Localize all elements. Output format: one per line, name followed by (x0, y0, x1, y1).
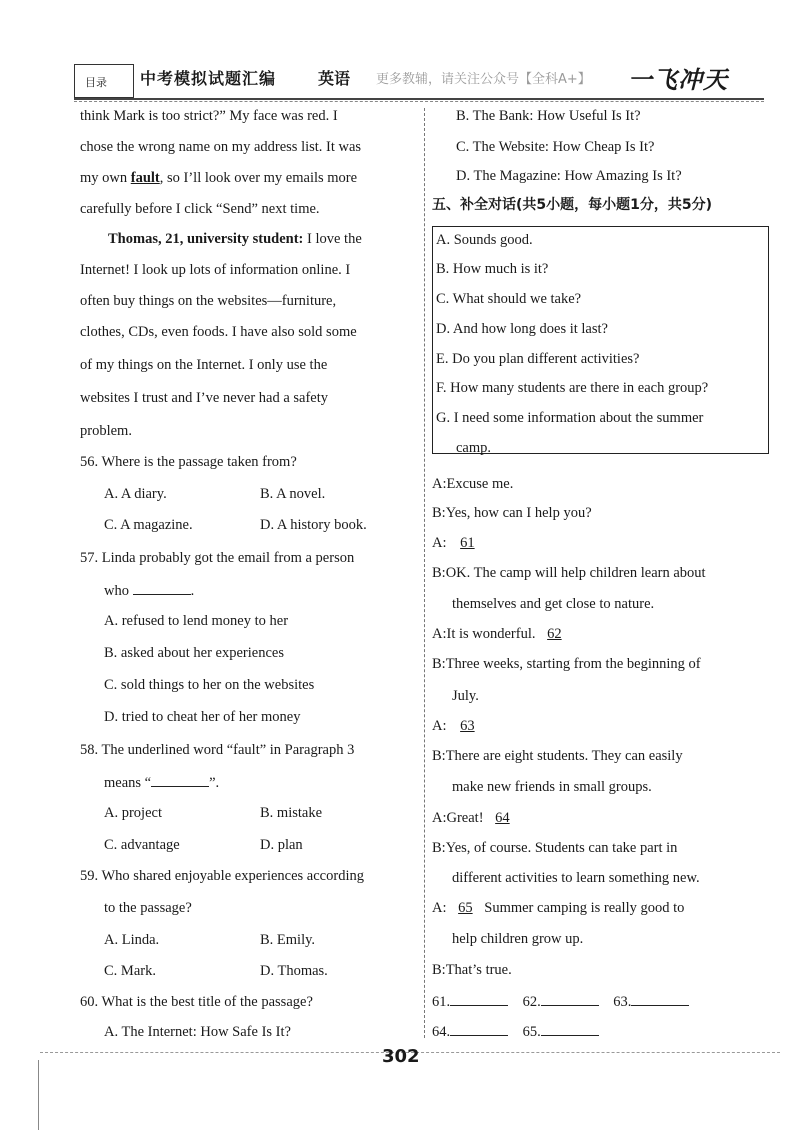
dialog-line (432, 898, 684, 918)
box-option: D. And how long does it last? (436, 321, 608, 337)
dialog-line: make new friends in small groups. (452, 779, 652, 795)
passage-line: problem. (80, 423, 132, 439)
passage-line: often buy things on the websites—furniture, (80, 293, 337, 309)
dialog-line: July. (452, 688, 479, 704)
option[interactable]: B. The Bank: How Useful Is It? (456, 108, 641, 124)
blank-61[interactable]: 61 (460, 535, 475, 551)
dialog-line (432, 624, 570, 644)
dialog-line: themselves and get close to nature. (452, 596, 655, 612)
answer-label: 64. (432, 1024, 451, 1040)
question-59: 59. Who shared enjoyable experiences according (80, 868, 364, 884)
answer-label: 62. (522, 994, 541, 1010)
option[interactable]: A. project (104, 805, 162, 821)
speaker: A: (432, 810, 447, 826)
question-56: 56. Where is the passage taken from? (80, 454, 297, 470)
answer-label: 65. (522, 1024, 541, 1040)
option[interactable]: C. The Website: How Cheap Is It? (456, 139, 655, 155)
box-option: G. I need some information about the summer (436, 410, 704, 426)
speaker: A: (432, 718, 447, 734)
dialog-text: It is wonderful. (446, 626, 536, 642)
option[interactable]: C. A magazine. (104, 517, 193, 533)
brand-logo: 一飞冲天 (628, 66, 728, 94)
dialog-text: Summer camping is really good to (484, 900, 685, 916)
blank-63[interactable]: 63 (460, 718, 475, 734)
option[interactable]: D. A history book. (260, 517, 367, 533)
question-57-cont (104, 580, 194, 601)
passage-text: my own (80, 170, 131, 186)
answer-blank (151, 772, 209, 787)
question-59-cont: to the passage? (104, 900, 192, 916)
dialog-line (432, 746, 683, 766)
answer-row (432, 991, 689, 1012)
answer-blank-65[interactable] (541, 1021, 599, 1036)
passage-line (108, 229, 362, 249)
box-option: E. Do you plan different activities? (436, 351, 640, 367)
dialog-text: Three weeks, starting from the beginning of (445, 656, 701, 672)
option[interactable]: A. A diary. (104, 486, 167, 502)
blank-65[interactable]: 65 (458, 900, 473, 916)
dialog-line (432, 808, 518, 828)
passage-line: carefully before I click “Send” next time. (80, 201, 320, 217)
passage-text: I love the (303, 231, 362, 247)
passage-line: of my things on the Internet. I only use the (80, 357, 328, 373)
option[interactable]: C. Mark. (104, 963, 156, 979)
answer-blank-64[interactable] (450, 1021, 508, 1036)
promo-text: 更多教辅，请关注公众号【全科A+】 (376, 72, 591, 87)
dialog-text: Excuse me. (446, 476, 514, 492)
speaker: B: (432, 748, 446, 764)
logo-box (74, 64, 134, 98)
dialog-text: Great! (446, 810, 484, 826)
passage-line: websites I trust and I’ve never had a safety (80, 390, 329, 406)
speaker: B: (432, 962, 446, 978)
dialog-line (432, 533, 485, 553)
box-option: B. How much is it? (436, 261, 549, 277)
header-rule (74, 98, 764, 100)
option[interactable]: B. Emily. (260, 932, 316, 948)
dialog-line (432, 503, 592, 523)
option[interactable]: D. plan (260, 837, 303, 853)
answer-label: 63. (613, 994, 632, 1010)
speaker: A: (432, 476, 447, 492)
answer-blank-61[interactable] (450, 991, 508, 1006)
option[interactable]: B. asked about her experiences (104, 645, 284, 661)
blank-64[interactable]: 64 (495, 810, 510, 826)
dialog-text: OK. The camp will help children learn about (445, 565, 706, 581)
question-58-cont (104, 772, 219, 793)
question-text: who (104, 583, 129, 599)
logo-text: 目录 (85, 76, 107, 89)
question-text: ”. (209, 775, 220, 791)
speaker: B: (432, 505, 446, 521)
speaker: B: (432, 565, 446, 581)
option[interactable]: B. mistake (260, 805, 323, 821)
box-option: A. Sounds good. (436, 232, 533, 248)
page-number: 302 (382, 1046, 420, 1067)
dialog-text: That’s true. (445, 962, 512, 978)
speaker: A: (432, 535, 447, 551)
answer-blank-62[interactable] (541, 991, 599, 1006)
passage-line: Internet! I look up lots of information online. I (80, 262, 351, 278)
speaker-thomas: Thomas, 21, university student: (108, 231, 304, 247)
blank-62[interactable]: 62 (547, 626, 562, 642)
subject-label: 英语 (318, 69, 351, 88)
speaker: A: (432, 626, 447, 642)
box-option: C. What should we take? (436, 291, 582, 307)
dialog-line (432, 654, 701, 674)
passage-line: clothes, CDs, even foods. I have also sold some (80, 324, 357, 340)
passage-line (80, 168, 357, 188)
passage-text: , so I’ll look over my emails more (159, 170, 358, 186)
question-60: 60. What is the best title of the passage? (80, 994, 313, 1010)
underlined-word-fault: fault (130, 170, 160, 186)
column-divider (424, 108, 425, 1038)
answer-blank (133, 580, 191, 595)
option[interactable]: A. The Internet: How Safe Is It? (104, 1024, 291, 1040)
dialog-line (432, 474, 513, 494)
passage-line: chose the wrong name on my address list. It was (80, 139, 362, 155)
option[interactable]: A. refused to lend money to her (104, 613, 289, 629)
option[interactable]: B. A novel. (260, 486, 326, 502)
option[interactable]: C. sold things to her on the websites (104, 677, 315, 693)
dialog-line: different activities to learn something new. (452, 870, 700, 886)
question-57: 57. Linda probably got the email from a person (80, 550, 355, 566)
option[interactable]: D. tried to cheat her of her money (104, 709, 301, 725)
margin-line (38, 1060, 39, 1130)
speaker: A: (432, 900, 447, 916)
answer-label: 61. (432, 994, 451, 1010)
speaker: B: (432, 840, 446, 856)
passage-line: think Mark is too strict?” My face was red. I (80, 108, 338, 124)
dialog-line (432, 838, 677, 858)
dialog-line (432, 960, 512, 980)
box-option: F. How many students are there in each group? (436, 380, 709, 396)
dialog-line (432, 716, 485, 736)
dialog-text: Yes, of course. Students can take part in (445, 840, 678, 856)
option[interactable]: A. Linda. (104, 932, 160, 948)
header-rule-dashed (74, 101, 764, 102)
dialog-text: There are eight students. They can easily (445, 748, 683, 764)
dialog-line: help children grow up. (452, 931, 584, 947)
question-58: 58. The underlined word “fault” in Paragraph 3 (80, 742, 355, 758)
option[interactable]: D. The Magazine: How Amazing Is It? (456, 168, 682, 184)
book-title: 中考模拟试题汇编 (140, 69, 277, 88)
question-text: means “ (104, 775, 152, 791)
option[interactable]: D. Thomas. (260, 963, 328, 979)
dialog-text: Yes, how can I help you? (445, 505, 592, 521)
option[interactable]: C. advantage (104, 837, 180, 853)
question-text: . (190, 583, 195, 599)
section-title: 五、补全对话(共5小题，每小题1分，共5分) (432, 197, 713, 213)
answer-row (432, 1021, 599, 1042)
dialog-line (432, 563, 706, 583)
speaker: B: (432, 656, 446, 672)
box-option: camp. (456, 440, 492, 456)
answer-blank-63[interactable] (631, 991, 689, 1006)
